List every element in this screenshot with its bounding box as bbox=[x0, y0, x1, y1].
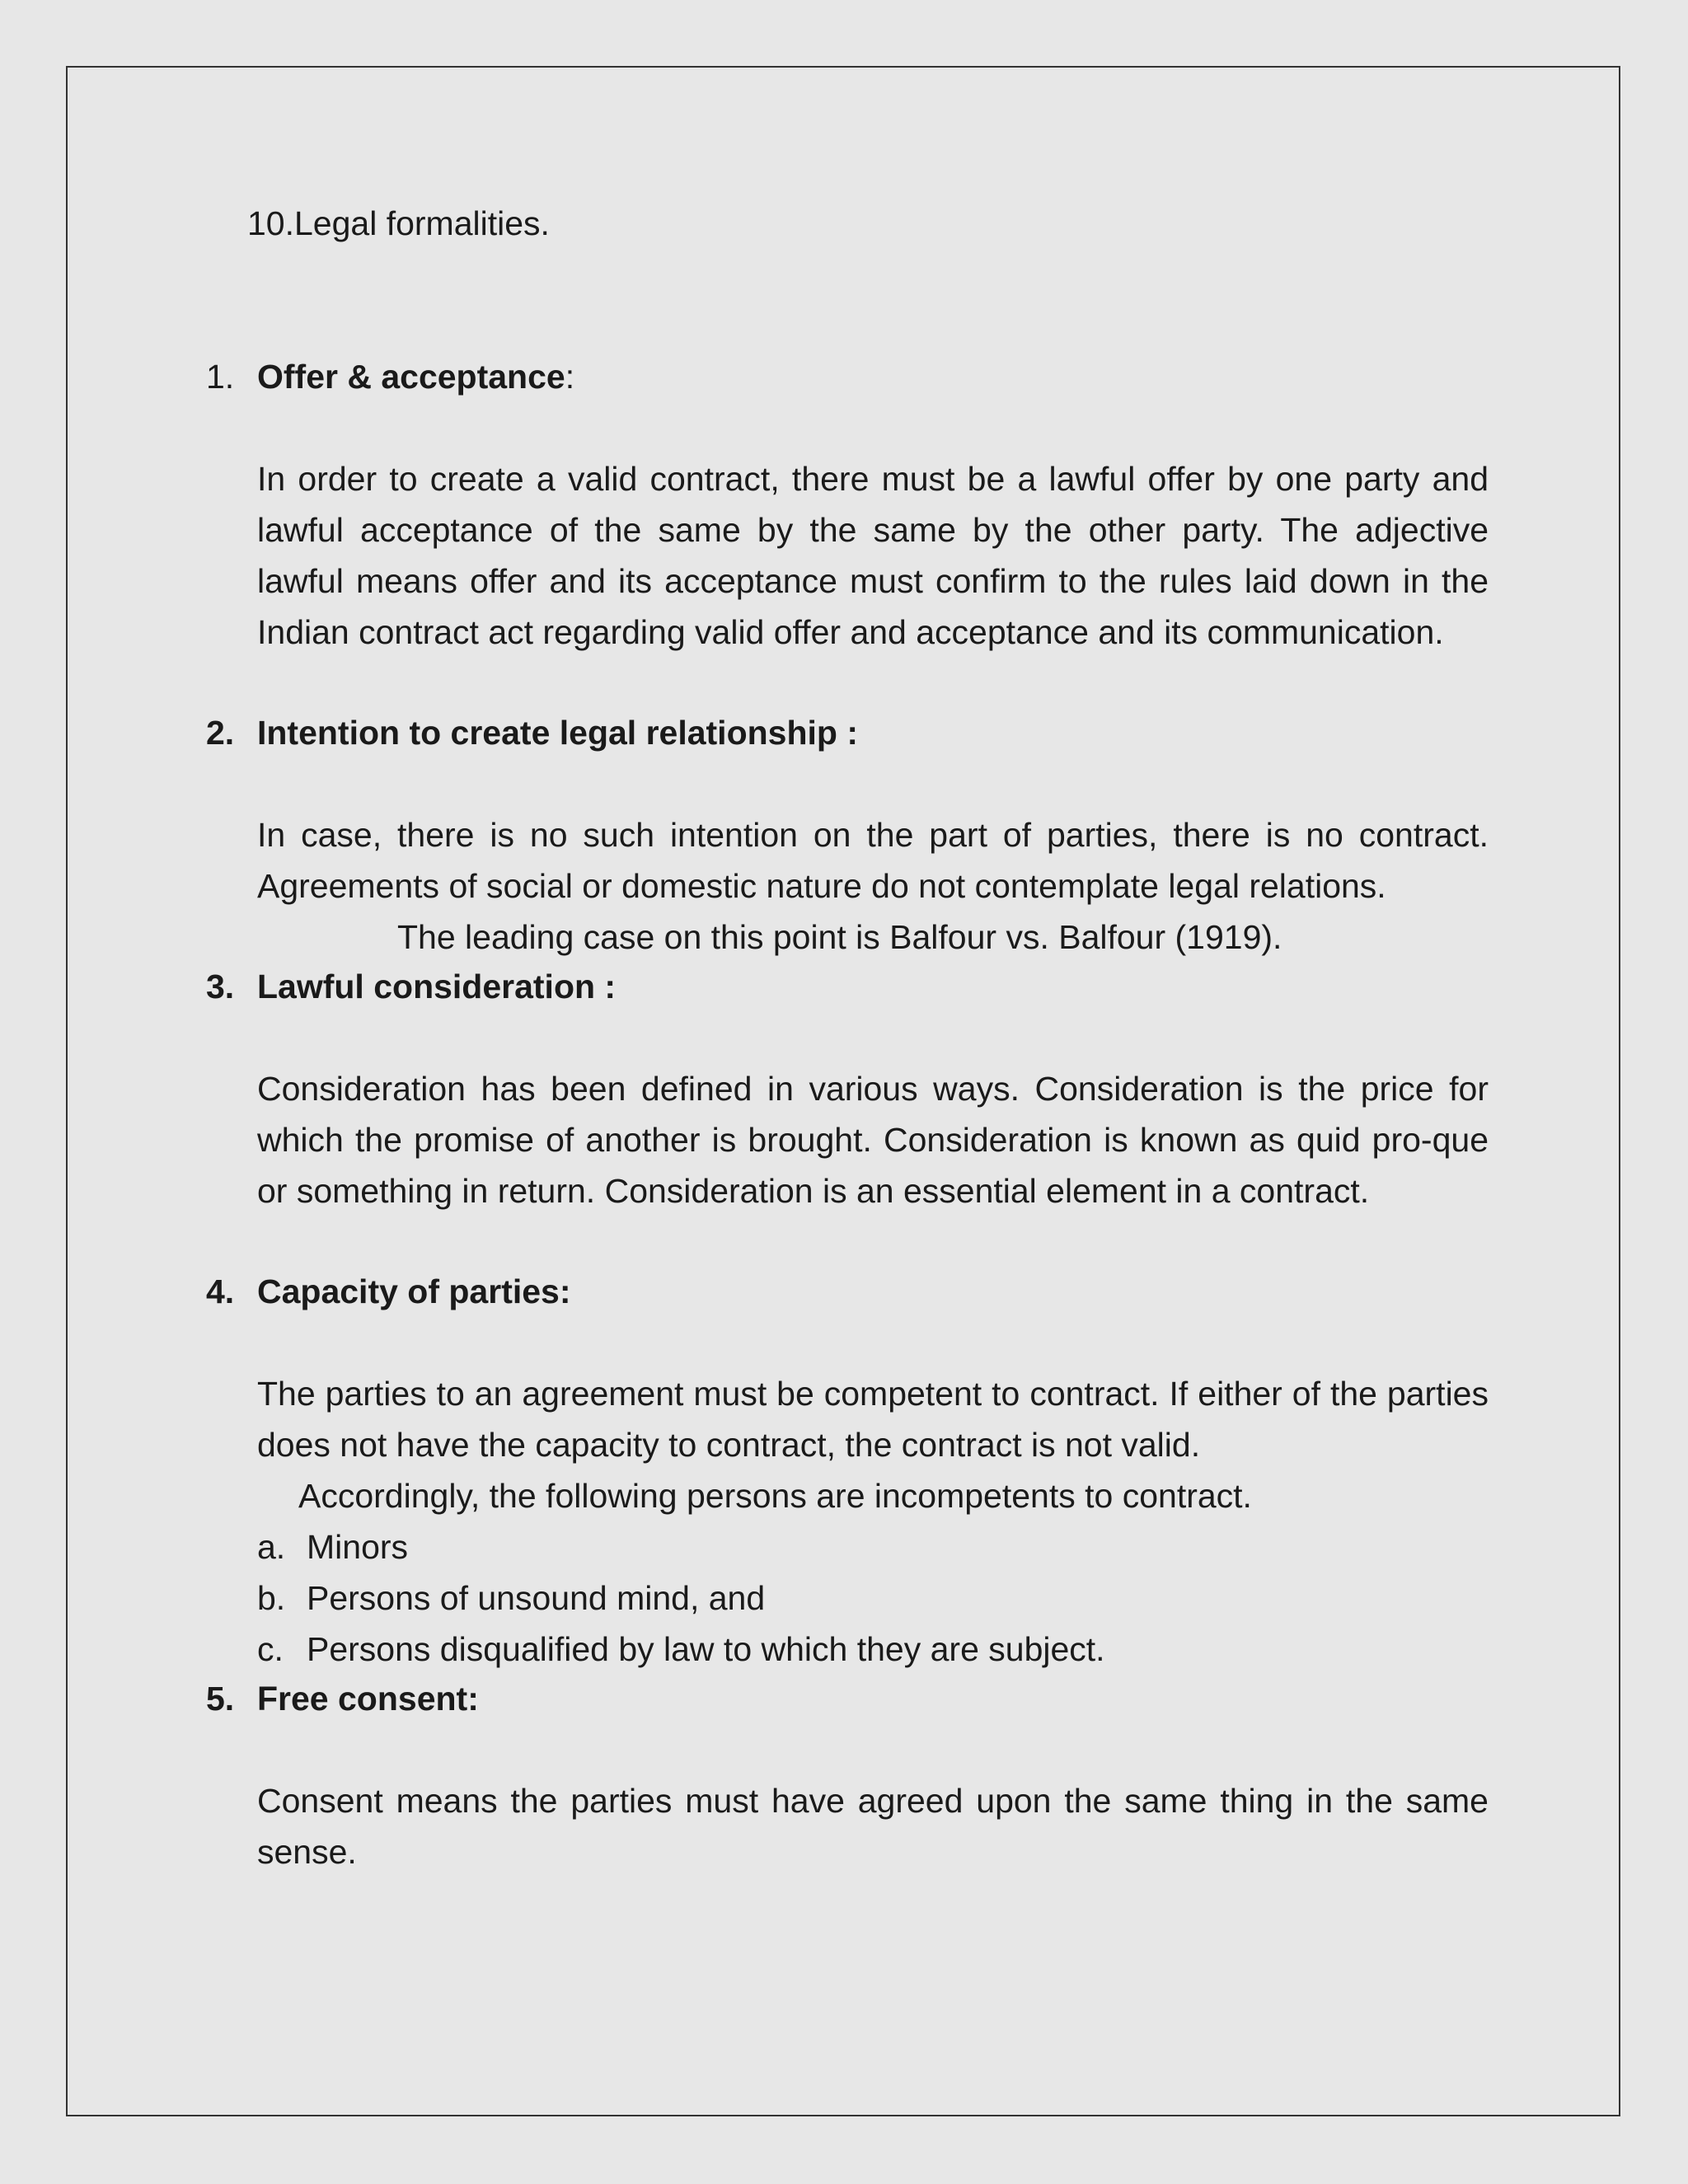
list-item-text: Persons of unsound mind, and bbox=[307, 1579, 766, 1617]
list-item-letter: b. bbox=[257, 1579, 286, 1617]
section-title: Capacity of parties: bbox=[257, 1272, 571, 1310]
section-title: Offer & acceptance bbox=[257, 358, 565, 396]
section-title: Free consent: bbox=[257, 1680, 479, 1718]
section-paragraph: In case, there is no such intention on the part of parties, there is no contract. Agreements of social or domestic nature do not contemplate legal relations. bbox=[257, 816, 1489, 905]
section-note: The leading case on this point is Balfour vs. Balfour (1919). bbox=[397, 918, 1282, 956]
section-number: 1. bbox=[206, 358, 235, 396]
section-number: 4. bbox=[206, 1272, 235, 1310]
list-item bbox=[257, 1624, 1489, 1675]
list-item-letter: c. bbox=[257, 1630, 284, 1668]
section-free-consent bbox=[206, 1673, 1489, 1877]
section-heading bbox=[206, 1266, 1489, 1317]
list-item-legal-formalities: 10.Legal formalities. bbox=[247, 204, 550, 242]
section-title: Intention to create legal relationship : bbox=[257, 714, 858, 752]
section-paragraph: Consent means the parties must have agreed upon the same thing in the same sense. bbox=[257, 1782, 1489, 1871]
section-title-colon: : bbox=[565, 358, 575, 396]
section-consideration bbox=[206, 961, 1489, 1216]
list-item-text: Persons disqualified by law to which they are subject. bbox=[307, 1630, 1105, 1668]
section-heading bbox=[206, 351, 1489, 402]
section-note: Accordingly, the following persons are incompetents to contract. bbox=[298, 1477, 1252, 1515]
section-paragraph: In order to create a valid contract, there must be a lawful offer by one party and lawful acceptance of the same by the same by the other party. The adjective lawful means offer and its acceptance must confirm to the rules laid down in the Indian contract act regarding valid offer and acceptance and its communication. bbox=[257, 460, 1489, 651]
list-item bbox=[257, 1572, 1489, 1624]
section-number: 3. bbox=[206, 968, 235, 1005]
section-heading bbox=[206, 961, 1489, 1012]
section-paragraph: Consideration has been defined in various ways. Consideration is the price for which the promise of another is brought. Consideration is known as quid pro-que or something in return. Consideration is an essential element in a contract. bbox=[257, 1070, 1489, 1210]
list-item-letter: a. bbox=[257, 1528, 286, 1566]
list-item bbox=[257, 1521, 1489, 1572]
list-item-text: Minors bbox=[307, 1528, 409, 1566]
section-number: 5. bbox=[206, 1680, 235, 1718]
section-offer-acceptance bbox=[206, 351, 1489, 658]
section-capacity bbox=[206, 1266, 1489, 1675]
section-heading bbox=[206, 1673, 1489, 1724]
section-heading bbox=[206, 707, 1489, 758]
section-intention bbox=[206, 707, 1489, 963]
section-title: Lawful consideration : bbox=[257, 968, 617, 1005]
section-number: 2. bbox=[206, 714, 235, 752]
incompetent-persons-list bbox=[257, 1521, 1489, 1675]
section-paragraph: The parties to an agreement must be competent to contract. If either of the parties does not have the capacity to contract, the contract is not valid. bbox=[257, 1375, 1489, 1464]
